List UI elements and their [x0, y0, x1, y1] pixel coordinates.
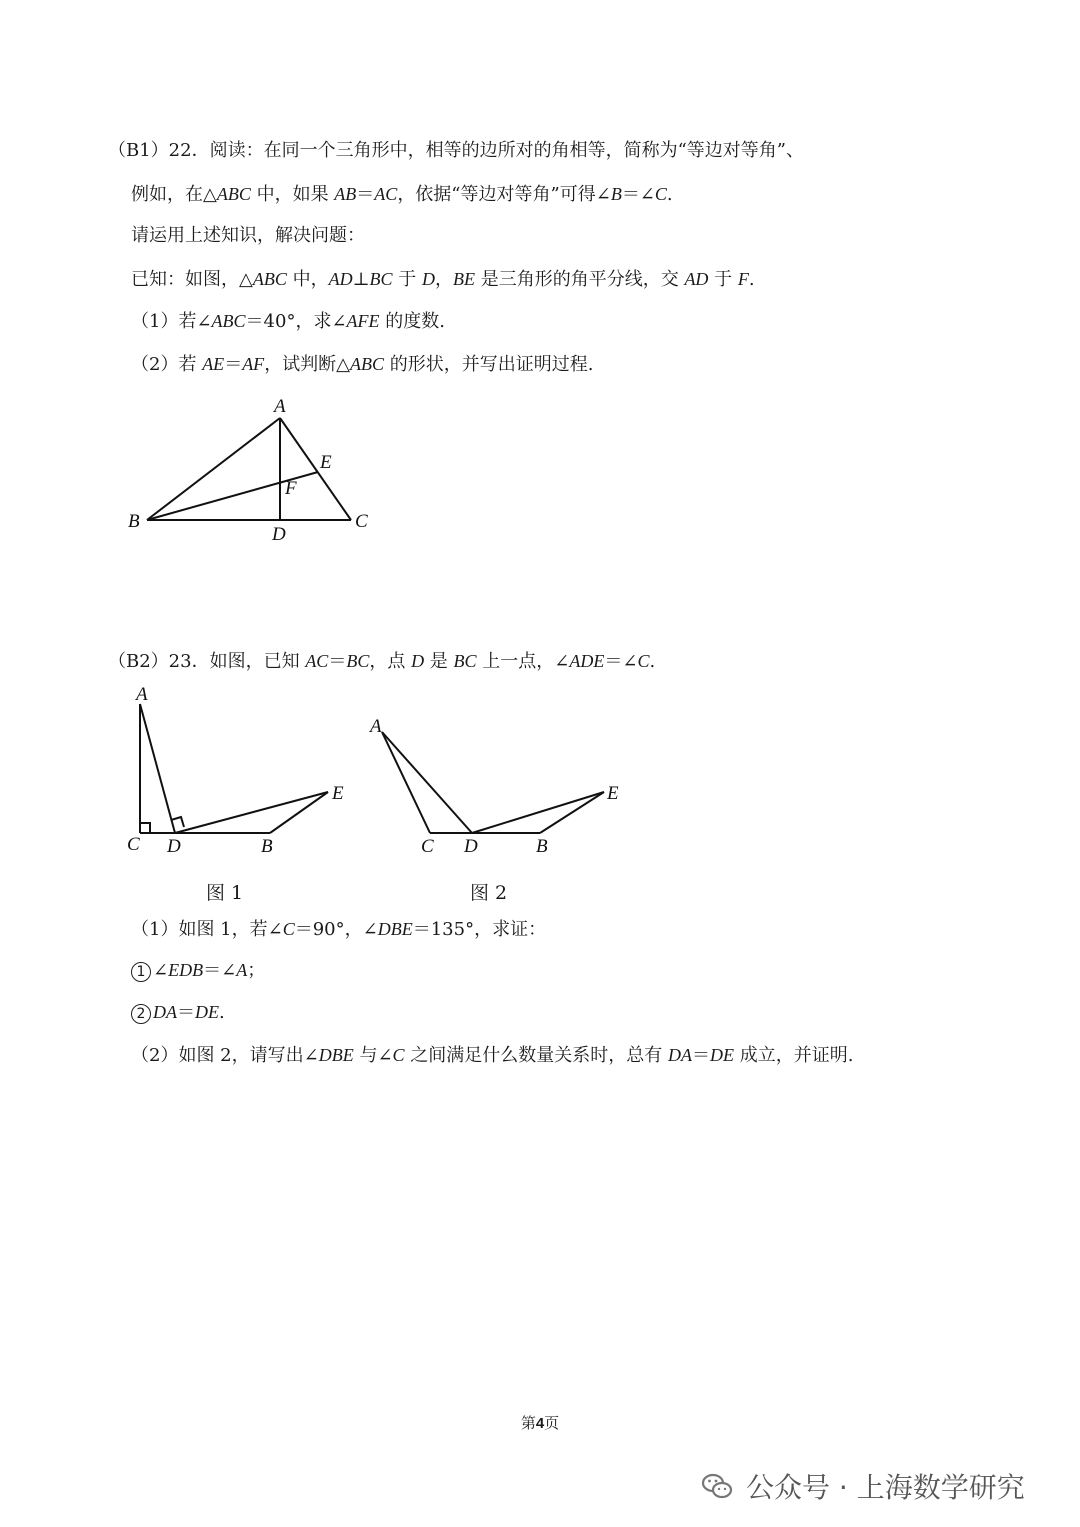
- segment-BE: [270, 792, 328, 833]
- q23-figure-2: [360, 710, 640, 860]
- q23-part2: （2）如图 2，请写出∠DBE 与∠C 之间满足什么数量关系时，总有 DA＝DE 成立，并证明.: [131, 1045, 854, 1066]
- q23-part1: （1）如图 1，若∠C＝90°，∠DBE＝135°，求证：: [131, 919, 547, 940]
- label-B: B: [128, 511, 140, 532]
- segment-DE: [472, 792, 604, 833]
- q22-part2: （2）若 AE＝AF，试判断△ABC 的形状，并写出证明过程.: [131, 354, 594, 375]
- q23-figure-1: [120, 680, 360, 860]
- watermark: 公众号 · 上海数学研究: [700, 1466, 1025, 1506]
- segment-AD: [140, 704, 175, 833]
- label-A: A: [136, 684, 148, 705]
- segment-AC: [382, 732, 430, 833]
- label-E: E: [320, 452, 332, 473]
- label-B: B: [536, 836, 548, 857]
- fig2-caption: 图 2: [470, 882, 508, 904]
- label-A: A: [274, 396, 286, 417]
- label-B: B: [261, 836, 273, 857]
- page-number: 第4页: [520, 1414, 560, 1432]
- label-E: E: [332, 783, 344, 804]
- wechat-icon: [700, 1469, 734, 1503]
- label-A: A: [370, 716, 382, 737]
- label-D: D: [167, 836, 181, 857]
- segment-DE: [175, 792, 328, 833]
- label-D: D: [272, 524, 286, 545]
- q22-part1: （1）若∠ABC＝40°，求∠AFE 的度数.: [131, 311, 445, 332]
- label-E: E: [607, 783, 619, 804]
- label-C: C: [355, 511, 368, 532]
- fig1-caption: 图 1: [206, 882, 244, 904]
- q22-line1: （B1）22．阅读：在同一个三角形中，相等的边所对的角相等，简称为“等边对等角”、: [108, 140, 804, 161]
- q22-given: 已知：如图，△ABC 中，AD⊥BC 于 D，BE 是三角形的角平分线，交 AD 于 F.: [131, 269, 755, 290]
- label-D: D: [464, 836, 478, 857]
- label-C: C: [127, 834, 140, 855]
- segment-AC: [280, 418, 351, 520]
- circled-number-2: 2: [131, 1004, 151, 1024]
- label-F: F: [285, 478, 297, 499]
- circled-number-1: 1: [131, 962, 151, 982]
- right-angle-mark-C: [140, 823, 150, 833]
- q23-sub1: 1 ∠EDB＝∠A；: [131, 958, 265, 983]
- segment-AD: [382, 732, 472, 833]
- label-C: C: [421, 836, 434, 857]
- q22-line3: 请运用上述知识，解决问题：: [131, 225, 365, 246]
- q23-sub2: 2 DA＝DE.: [131, 1000, 225, 1025]
- segment-BE: [540, 792, 604, 833]
- q22-triangle-figure: [120, 390, 380, 550]
- q22-line2: 例如，在△ABC 中，如果 AB＝AC，依据“等边对等角”可得∠B＝∠C.: [131, 184, 673, 205]
- segment-AB: [147, 418, 280, 520]
- q23-line1: （B2）23．如图，已知 AC＝BC，点 D 是 BC 上一点，∠ADE＝∠C.: [108, 651, 656, 672]
